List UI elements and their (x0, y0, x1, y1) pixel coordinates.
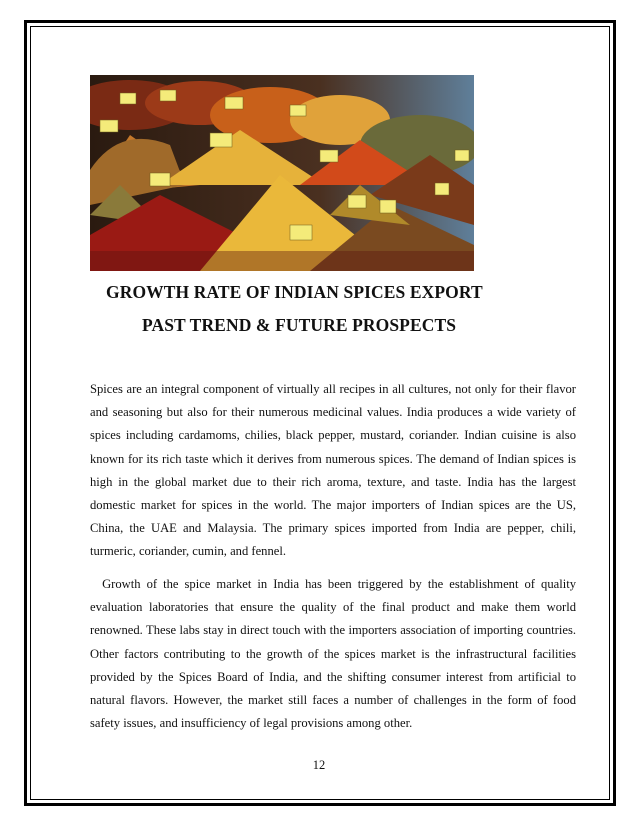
page-number: 12 (312, 758, 326, 772)
paragraph-1: Spices are an integral component of virtually all recipes in all cultures, not only for their flavor and seasoning but also for their numerous medicinal values. India produces a wide variety of spices including cardamoms, chilies, black pepper, mustard, coriander. Indian cuisine is also known for its rich taste which it derives from numerous spices. The demand of Indian spices is high in the global market due to their rich aroma, texture, and taste. India has the largest domestic market for spices in the world. The major importers of Indian spices are the US, China, the UAE and Malaysia. The primary spices imported from India are pepper, chili, turmeric, coriander, cumin, and fennel. (90, 382, 576, 559)
paragraph-2 (90, 573, 576, 735)
heading-line-2: PAST TREND & FUTURE PROSPECTS (142, 315, 457, 335)
heading-line-1: GROWTH RATE OF INDIAN SPICES EXPORT (106, 282, 483, 302)
paragraph-2-text: Growth of the spice market in India has been triggered by the establishment of quality evaluation laboratories that ensure the quality of the final product and make them world renowned. These labs stay in direct touch with the importers association of importing countries. Other factors contributing to the growth of the spices market is the infrastructural facilities provided by the Spices Board of India, and the shifting consumer interest from artificial to natural flavors. However, the market still faces a number of challenges in the form of food safety issues, and insufficiency of legal provisions among other. (90, 577, 577, 731)
spice-market-photo (90, 75, 474, 271)
